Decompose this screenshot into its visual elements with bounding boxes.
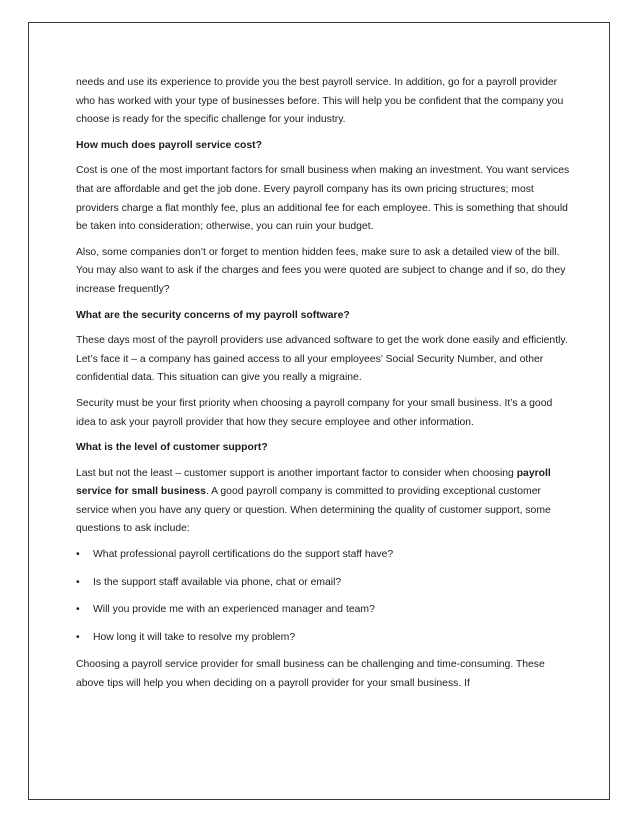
bullet-icon: • [76, 576, 80, 588]
list-item-text: How long it will take to resolve my problem? [93, 631, 296, 643]
paragraph: Choosing a payroll service provider for small business can be challenging and time-consuming. These above tips will help you when deciding on a payroll provider for your small business. If [76, 659, 545, 690]
paragraph-text: . A good payroll company is committed to providing exceptional customer service when you have any query or question. When determining the quality of customer support, some questions to ask include: [76, 486, 551, 535]
document-body [76, 74, 570, 701]
paragraph [76, 465, 570, 539]
paragraph: Cost is one of the most important factors for small business when making an investment. You want services that are affordable and get the job done. Every payroll company has its own pricing structures; most providers charge a flat monthly fee, plus an additional fee for each employee. This is something that should be taken into consideration; otherwise, you can ruin your budget. [76, 165, 570, 233]
list-item-text: Is the support staff available via phone, chat or email? [93, 576, 342, 588]
paragraph: Also, some companies don’t or forget to mention hidden fees, make sure to ask a detailed view of the bill. You may also want to ask if the charges and fees you were quoted are subject to change and if so, do they increase frequently? [76, 246, 566, 295]
list-item [76, 629, 570, 648]
bullet-icon: • [76, 604, 80, 616]
bold-phrase: payroll service for small business [76, 467, 551, 498]
list-item-text: Will you provide me with an experienced manager and team? [93, 604, 375, 616]
bullet-list [76, 546, 570, 647]
paragraph: Security must be your first priority when choosing a payroll company for your small business. It’s a good idea to ask your payroll provider that how they secure employee and other information. [76, 397, 553, 428]
section-heading-security: What are the security concerns of my payroll software? [76, 309, 350, 321]
list-item [76, 546, 570, 565]
paragraph: These days most of the payroll providers use advanced software to get the work done easily and efficiently. Let’s face it – a company has gained access to all your employees’ Social Security Number, and other confidential data. This situation can give you really a migraine. [76, 335, 568, 384]
bullet-icon: • [76, 631, 80, 643]
list-item [76, 601, 570, 620]
section-heading-cost: How much does payroll service cost? [76, 139, 262, 151]
section-heading-support: What is the level of customer support? [76, 442, 268, 454]
bullet-icon: • [76, 549, 80, 561]
list-item [76, 574, 570, 593]
paragraph-text: Last but not the least – customer support is another important factor to consider when choosing [76, 467, 517, 479]
paragraph: needs and use its experience to provide you the best payroll service. In addition, go for a payroll provider who has worked with your type of businesses before. This will help you be confident that the company you choose is ready for the specific challenge for your industry. [76, 77, 564, 126]
list-item-text: What professional payroll certifications do the support staff have? [93, 549, 394, 561]
